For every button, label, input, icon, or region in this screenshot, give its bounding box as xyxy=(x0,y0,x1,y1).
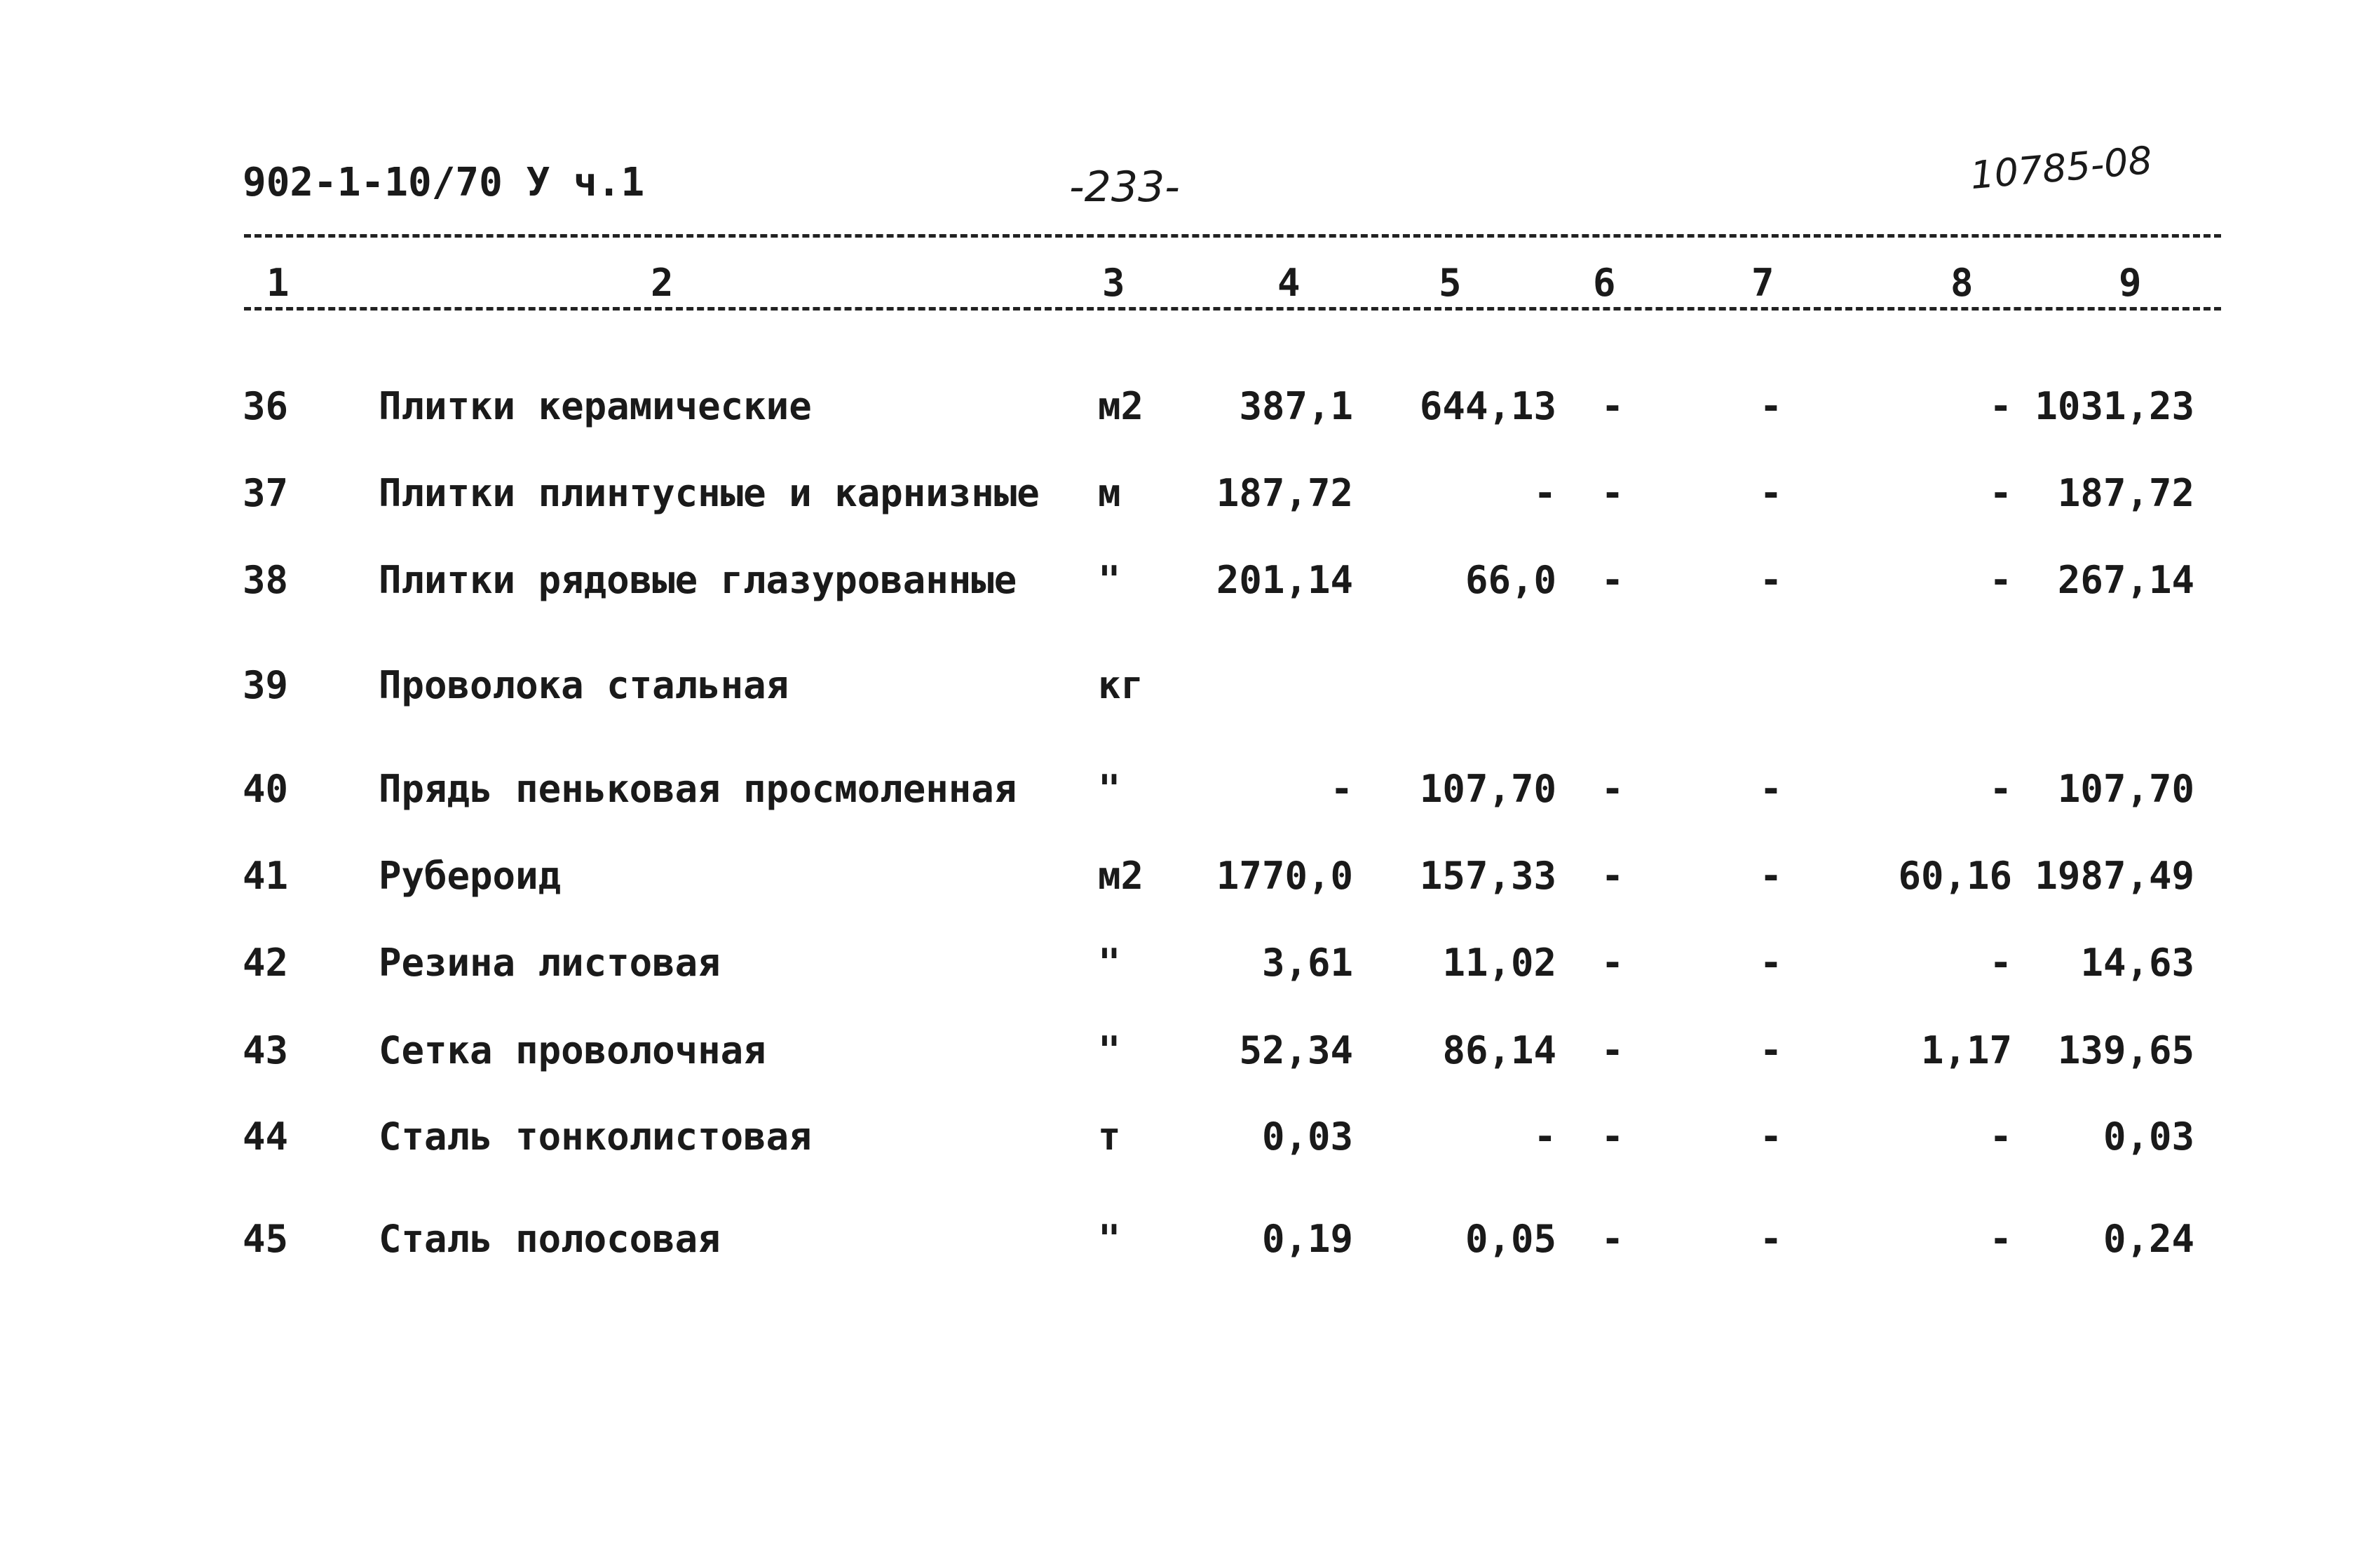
col8-value: - xyxy=(1989,1217,2012,1261)
column-number: 4 xyxy=(1277,261,1301,305)
col6-value: - xyxy=(1601,471,1624,515)
col6-value: - xyxy=(1601,384,1624,428)
col5-value: 644,13 xyxy=(1419,384,1556,428)
col8-value: - xyxy=(1989,767,2012,811)
col7-value: - xyxy=(1759,941,1783,985)
col7-value: - xyxy=(1759,854,1783,898)
col7-value: - xyxy=(1759,1114,1783,1159)
col9-value: 139,65 xyxy=(2057,1028,2194,1072)
col5-value: 0,05 xyxy=(1465,1217,1556,1261)
material-name: Резина листовая xyxy=(379,941,721,985)
col8-value: - xyxy=(1989,384,2012,428)
divider-top xyxy=(244,234,2221,238)
col7-value: - xyxy=(1759,767,1783,811)
unit: " xyxy=(1098,767,1121,811)
col9-value: 0,03 xyxy=(2103,1114,2194,1159)
column-number: 1 xyxy=(266,261,290,305)
col8-value: - xyxy=(1989,1114,2012,1159)
col5-value: 86,14 xyxy=(1442,1028,1556,1072)
col4-value: 0,03 xyxy=(1261,1114,1353,1159)
col9-value: 107,70 xyxy=(2057,767,2194,811)
col4-value: 1770,0 xyxy=(1216,854,1353,898)
material-name: Плитки керамические xyxy=(379,384,812,428)
material-name: Прядь пеньковая просмоленная xyxy=(379,767,1017,811)
col8-value: - xyxy=(1989,558,2012,602)
col5-value: - xyxy=(1533,1114,1556,1159)
column-number: 8 xyxy=(1950,261,1974,305)
row-number: 44 xyxy=(243,1114,289,1159)
column-number: 3 xyxy=(1102,261,1125,305)
col9-value: 0,24 xyxy=(2103,1217,2194,1261)
page-number: -233- xyxy=(1069,163,1180,212)
col6-value: - xyxy=(1601,558,1624,602)
material-name: Проволока стальная xyxy=(379,663,789,707)
column-number: 6 xyxy=(1593,261,1616,305)
col4-value: 187,72 xyxy=(1216,471,1353,515)
col7-value: - xyxy=(1759,471,1783,515)
unit: " xyxy=(1098,941,1121,985)
col6-value: - xyxy=(1601,767,1624,811)
divider-header xyxy=(244,307,2221,311)
unit: м2 xyxy=(1098,384,1144,428)
col4-value: 201,14 xyxy=(1216,558,1353,602)
col9-value: 1987,49 xyxy=(2035,854,2194,898)
col5-value: - xyxy=(1533,471,1556,515)
col4-value: 3,61 xyxy=(1261,941,1353,985)
row-number: 38 xyxy=(243,558,289,602)
col6-value: - xyxy=(1601,854,1624,898)
row-number: 42 xyxy=(243,941,289,985)
col5-value: 11,02 xyxy=(1442,941,1556,985)
material-name: Сталь тонколистовая xyxy=(379,1114,812,1159)
col8-value: 1,17 xyxy=(1920,1028,2012,1072)
col7-value: - xyxy=(1759,1028,1783,1072)
col8-value: - xyxy=(1989,471,2012,515)
material-name: Плитки рядовые глазурованные xyxy=(379,558,1017,602)
col7-value: - xyxy=(1759,384,1783,428)
material-name: Сетка проволочная xyxy=(379,1028,766,1072)
unit: м2 xyxy=(1098,854,1144,898)
row-number: 40 xyxy=(243,767,289,811)
col7-value: - xyxy=(1759,1217,1783,1261)
reference-code: 10785-08 xyxy=(1968,137,2154,198)
col6-value: - xyxy=(1601,1114,1624,1159)
document-code: 902-1-10/70 У ч.1 xyxy=(243,160,645,205)
col4-value: 387,1 xyxy=(1239,384,1353,428)
material-name: Сталь полосовая xyxy=(379,1217,721,1261)
column-number: 9 xyxy=(2119,261,2142,305)
col6-value: - xyxy=(1601,1028,1624,1072)
col9-value: 267,14 xyxy=(2057,558,2194,602)
col9-value: 14,63 xyxy=(2080,941,2194,985)
col6-value: - xyxy=(1601,941,1624,985)
row-number: 36 xyxy=(243,384,289,428)
col4-value: 52,34 xyxy=(1239,1028,1353,1072)
material-name: Плитки плинтусные и карнизные xyxy=(379,471,1040,515)
col5-value: 66,0 xyxy=(1465,558,1556,602)
column-number: 2 xyxy=(651,261,674,305)
column-number: 5 xyxy=(1439,261,1462,305)
unit: т xyxy=(1098,1114,1121,1159)
row-number: 43 xyxy=(243,1028,289,1072)
col9-value: 187,72 xyxy=(2057,471,2194,515)
row-number: 41 xyxy=(243,854,289,898)
col4-value: - xyxy=(1330,767,1353,811)
row-number: 37 xyxy=(243,471,289,515)
unit: кг xyxy=(1098,663,1144,707)
col6-value: - xyxy=(1601,1217,1624,1261)
unit: " xyxy=(1098,558,1121,602)
col8-value: 60,16 xyxy=(1898,854,2012,898)
col4-value: 0,19 xyxy=(1261,1217,1353,1261)
col5-value: 107,70 xyxy=(1419,767,1556,811)
unit: м xyxy=(1098,471,1121,515)
unit: " xyxy=(1098,1217,1121,1261)
col8-value: - xyxy=(1989,941,2012,985)
col5-value: 157,33 xyxy=(1419,854,1556,898)
row-number: 45 xyxy=(243,1217,289,1261)
material-name: Рубероид xyxy=(379,854,562,898)
row-number: 39 xyxy=(243,663,289,707)
unit: " xyxy=(1098,1028,1121,1072)
column-number: 7 xyxy=(1751,261,1774,305)
col9-value: 1031,23 xyxy=(2035,384,2194,428)
col7-value: - xyxy=(1759,558,1783,602)
